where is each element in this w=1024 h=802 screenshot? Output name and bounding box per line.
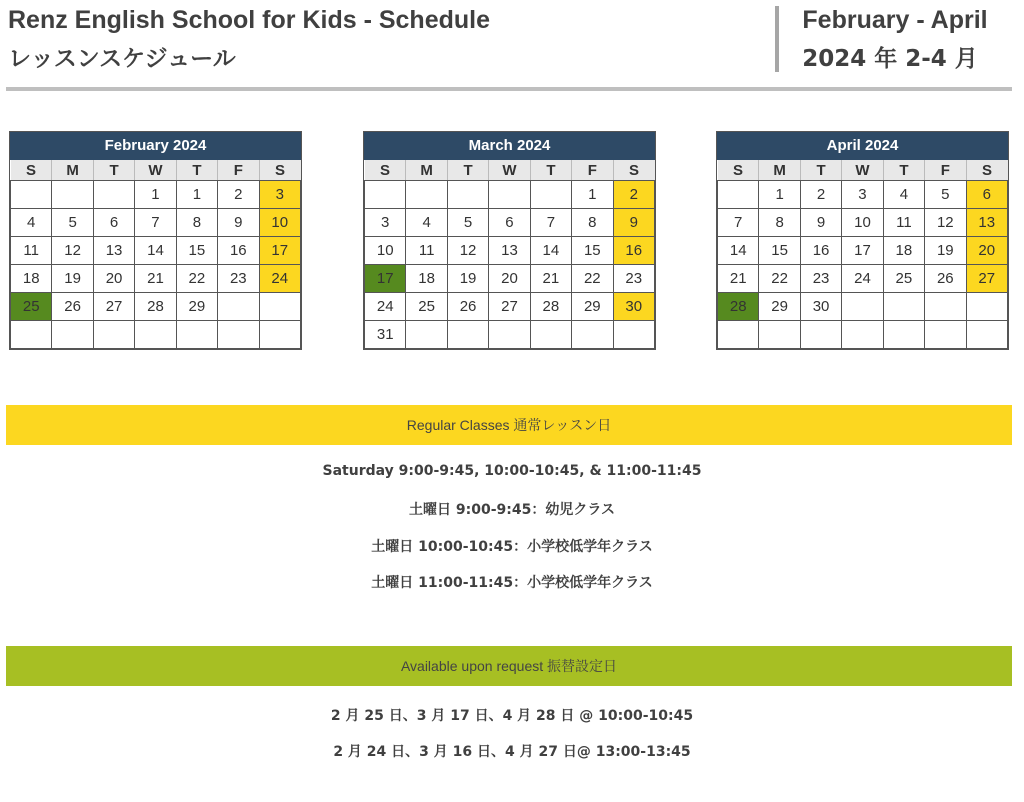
calendar-day: 15 [176, 237, 217, 265]
calendar-day: 11 [406, 237, 447, 265]
calendar-empty-cell [800, 321, 841, 349]
calendar-empty-cell [259, 293, 300, 321]
calendar-day: 21 [135, 265, 176, 293]
calendar-day: 13 [93, 237, 134, 265]
available-request-banner: Available upon request 振替設定日 [6, 646, 1012, 686]
calendar-day: 26 [925, 265, 966, 293]
calendar-empty-cell [842, 293, 883, 321]
calendar-empty-cell [613, 321, 654, 349]
regular-line-4: 土曜日 11:00-11:45：小学校低学年クラス [371, 575, 653, 591]
calendar-title: February 2024 [10, 132, 301, 160]
calendar-empty-cell [572, 321, 613, 349]
calendar-day: 24 [842, 265, 883, 293]
calendar-day: 2 [800, 181, 841, 209]
calendar-day: 8 [759, 209, 800, 237]
calendar-empty-cell [530, 181, 571, 209]
calendar-empty-cell [406, 181, 447, 209]
calendar-day: 18 [406, 265, 447, 293]
calendar-day: 30 [800, 293, 841, 321]
weekday-label: S [613, 160, 654, 181]
weekday-label: F [572, 160, 613, 181]
calendar-empty-cell [135, 321, 176, 349]
weekday-label: T [530, 160, 571, 181]
calendar-day: 9 [613, 209, 654, 237]
calendar-day: 4 [883, 181, 924, 209]
weekday-label: F [925, 160, 966, 181]
weekday-label: T [447, 160, 488, 181]
calendar-empty-cell [406, 321, 447, 349]
calendar-empty-cell [93, 321, 134, 349]
calendar-day: 6 [93, 209, 134, 237]
calendar-day: 25 [406, 293, 447, 321]
calendar-day: 7 [718, 209, 759, 237]
calendar-empty-cell [259, 321, 300, 349]
calendar-day: 4 [11, 209, 52, 237]
calendar-day: 2 [218, 181, 259, 209]
calendar-day: 20 [93, 265, 134, 293]
calendar-day: 12 [52, 237, 93, 265]
calendar-day: 1 [759, 181, 800, 209]
calendar-day: 17 [259, 237, 300, 265]
regular-classes-banner: Regular Classes 通常レッスン日 [6, 405, 1012, 445]
calendar-week-row [718, 237, 1008, 265]
calendar-day: 23 [218, 265, 259, 293]
calendar-day: 14 [718, 237, 759, 265]
calendar-day: 11 [11, 237, 52, 265]
calendar-week-row [11, 321, 301, 349]
weekday-label: T [93, 160, 134, 181]
calendar-empty-cell [842, 321, 883, 349]
calendar-day: 13 [966, 209, 1007, 237]
page-title: Renz English School for Kids - Schedule [8, 6, 490, 34]
calendar-week-row [11, 293, 301, 321]
calendar-day: 7 [530, 209, 571, 237]
calendar-day: 5 [447, 209, 488, 237]
calendar-day: 6 [489, 209, 530, 237]
weekday-label: T [176, 160, 217, 181]
calendar-empty-cell [93, 181, 134, 209]
calendar-day: 29 [572, 293, 613, 321]
calendar-day: 15 [572, 237, 613, 265]
page-header [0, 0, 1024, 90]
calendar-day: 21 [530, 265, 571, 293]
calendar-empty-cell [11, 321, 52, 349]
calendar-day: 19 [447, 265, 488, 293]
weekday-label: W [842, 160, 883, 181]
calendar-empty-cell [925, 293, 966, 321]
weekday-label: S [966, 160, 1007, 181]
calendar-empty-cell [718, 181, 759, 209]
calendar-day: 2 [613, 181, 654, 209]
calendar-day: 16 [613, 237, 654, 265]
calendar-day: 16 [218, 237, 259, 265]
calendar-day: 28 [718, 293, 759, 321]
weekday-label: T [883, 160, 924, 181]
calendar-empty-cell [176, 321, 217, 349]
calendar-day: 1 [135, 181, 176, 209]
calendar-day: 22 [759, 265, 800, 293]
calendar-day: 20 [489, 265, 530, 293]
calendar-day: 25 [11, 293, 52, 321]
calendar-week-row [718, 293, 1008, 321]
calendar-day: 23 [800, 265, 841, 293]
weekday-label: M [52, 160, 93, 181]
page-subtitle-jp: レッスンスケジュール [8, 46, 236, 72]
request-line-1: 2 月 25 日、3 月 17 日、4 月 28 日 @ 10:00-10:45 [330, 708, 694, 724]
calendar-week-row [365, 321, 655, 349]
calendar-day: 24 [365, 293, 406, 321]
weekday-label: F [218, 160, 259, 181]
calendar-day: 12 [925, 209, 966, 237]
calendar-day: 17 [365, 265, 406, 293]
header-divider [775, 6, 779, 72]
weekday-label: W [489, 160, 530, 181]
calendar-day: 3 [259, 181, 300, 209]
calendar-day: 31 [365, 321, 406, 349]
calendar-week-row [718, 265, 1008, 293]
calendar-day: 28 [530, 293, 571, 321]
calendar-day: 5 [925, 181, 966, 209]
calendar-april [716, 131, 1009, 350]
calendar-day: 9 [800, 209, 841, 237]
calendar-day: 24 [259, 265, 300, 293]
calendar-day: 12 [447, 237, 488, 265]
calendar-day: 27 [93, 293, 134, 321]
calendar-day: 6 [966, 181, 1007, 209]
calendar-week-row [365, 293, 655, 321]
calendar-day: 27 [489, 293, 530, 321]
calendar-day: 19 [925, 237, 966, 265]
calendar-empty-cell [489, 181, 530, 209]
calendar-day: 3 [365, 209, 406, 237]
calendar-february [9, 131, 302, 350]
calendar-day: 10 [365, 237, 406, 265]
request-line-2: 2 月 24 日、3 月 16 日、4 月 27 日@ 13:00-13:45 [333, 744, 691, 760]
calendar-week-row [11, 265, 301, 293]
calendar-empty-cell [11, 181, 52, 209]
calendar-week-row [718, 209, 1008, 237]
calendar-day: 9 [218, 209, 259, 237]
calendar-empty-cell [966, 293, 1007, 321]
calendar-day: 22 [176, 265, 217, 293]
calendar-week-row [365, 237, 655, 265]
weekday-label: S [259, 160, 300, 181]
regular-line-3: 土曜日 10:00-10:45：小学校低学年クラス [371, 539, 653, 555]
calendar-day: 11 [883, 209, 924, 237]
calendar-grid [717, 160, 1008, 349]
calendar-day: 15 [759, 237, 800, 265]
calendar-week-row [365, 181, 655, 209]
calendar-empty-cell [218, 293, 259, 321]
calendar-week-row [11, 181, 301, 209]
calendar-day: 8 [176, 209, 217, 237]
calendar-day: 1 [176, 181, 217, 209]
calendar-empty-cell [759, 321, 800, 349]
calendar-day: 5 [52, 209, 93, 237]
calendar-day: 17 [842, 237, 883, 265]
calendar-day: 1 [572, 181, 613, 209]
regular-line-2: 土曜日 9:00-9:45：幼児クラス [409, 502, 615, 518]
calendar-empty-cell [530, 321, 571, 349]
calendar-empty-cell [365, 181, 406, 209]
calendar-title: April 2024 [717, 132, 1008, 160]
calendar-week-row [365, 265, 655, 293]
calendar-day: 26 [52, 293, 93, 321]
calendar-empty-cell [218, 321, 259, 349]
calendar-day: 20 [966, 237, 1007, 265]
calendar-week-row [718, 321, 1008, 349]
calendar-day: 25 [883, 265, 924, 293]
calendar-day: 23 [613, 265, 654, 293]
calendar-empty-cell [718, 321, 759, 349]
calendar-day: 14 [530, 237, 571, 265]
calendar-empty-cell [52, 181, 93, 209]
weekday-label: S [365, 160, 406, 181]
calendar-day: 4 [406, 209, 447, 237]
calendar-grid [364, 160, 655, 349]
calendar-day: 10 [842, 209, 883, 237]
calendar-week-row [365, 209, 655, 237]
header-rule [6, 87, 1012, 91]
schedule-period: February - April [802, 6, 988, 34]
schedule-period-jp: 2024 年 2-4 月 [802, 46, 978, 72]
calendar-grid [10, 160, 301, 349]
calendar-day: 13 [489, 237, 530, 265]
calendar-week-row [11, 237, 301, 265]
calendar-day: 16 [800, 237, 841, 265]
calendar-empty-cell [447, 181, 488, 209]
calendar-empty-cell [925, 321, 966, 349]
weekday-label: M [759, 160, 800, 181]
calendar-day: 30 [613, 293, 654, 321]
calendar-day: 10 [259, 209, 300, 237]
weekday-label: S [718, 160, 759, 181]
calendar-empty-cell [52, 321, 93, 349]
calendar-day: 27 [966, 265, 1007, 293]
calendar-day: 19 [52, 265, 93, 293]
calendar-day: 18 [11, 265, 52, 293]
calendar-empty-cell [883, 293, 924, 321]
calendar-empty-cell [489, 321, 530, 349]
calendar-day: 29 [176, 293, 217, 321]
calendar-day: 26 [447, 293, 488, 321]
calendar-day: 14 [135, 237, 176, 265]
calendar-empty-cell [883, 321, 924, 349]
calendar-week-row [718, 181, 1008, 209]
calendar-day: 28 [135, 293, 176, 321]
calendar-day: 18 [883, 237, 924, 265]
calendar-empty-cell [966, 321, 1007, 349]
calendar-day: 22 [572, 265, 613, 293]
weekday-label: M [406, 160, 447, 181]
calendar-week-row [11, 209, 301, 237]
calendar-day: 8 [572, 209, 613, 237]
calendar-march [363, 131, 656, 350]
calendar-day: 21 [718, 265, 759, 293]
regular-line-1: Saturday 9:00-9:45, 10:00-10:45, & 11:00-11:45 [322, 463, 702, 479]
calendar-day: 3 [842, 181, 883, 209]
weekday-label: T [800, 160, 841, 181]
calendar-day: 7 [135, 209, 176, 237]
calendar-day: 29 [759, 293, 800, 321]
weekday-label: S [11, 160, 52, 181]
weekday-label: W [135, 160, 176, 181]
calendar-empty-cell [447, 321, 488, 349]
calendar-title: March 2024 [364, 132, 655, 160]
